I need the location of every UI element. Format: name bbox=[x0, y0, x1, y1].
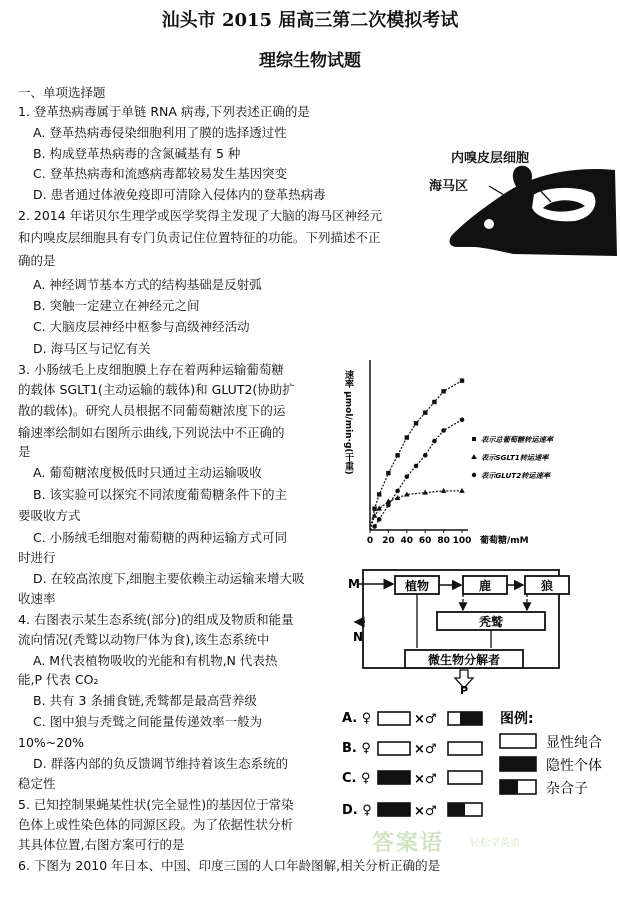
question-4-stem-line: 4. 右图表示某生态系统(部分)的组成及物质和能量 bbox=[18, 612, 294, 627]
legend-recessive-label: 隐性个体 bbox=[546, 758, 602, 774]
question-1-option-b: B. 构成登革热病毒的含氮碱基有 5 种 bbox=[33, 146, 241, 161]
chart-point bbox=[405, 474, 410, 479]
question-4-option-c: C. 图中狼与秃鹫之间能量传递效率一般为 bbox=[33, 714, 263, 729]
legend-swatch-dominant bbox=[500, 734, 536, 748]
chart-point bbox=[460, 378, 464, 382]
cross-row-b-sign: ×♂ bbox=[414, 742, 437, 757]
legend-marker bbox=[472, 473, 476, 477]
question-3-option-d: D. 在较高浓度下,细胞主要依赖主动运输来增大吸 bbox=[33, 571, 305, 586]
eco-output-left-label: N bbox=[353, 630, 364, 644]
question-2-stem-line: 2. 2014 年诺贝尔生理学或医学奖得主发现了大脑的海马区神经元 bbox=[18, 208, 383, 223]
chart-point bbox=[432, 400, 436, 404]
question-3-stem-line: 散的载体)。研究人员根据不同葡萄糖浓度下的运 bbox=[18, 403, 286, 418]
question-4-option-c-cont: 10%~20% bbox=[18, 735, 85, 750]
question-2-stem-line: 和内嗅皮层细胞具有专门负责记住位置特征的功能。下列描述不正 bbox=[18, 230, 381, 245]
question-1-option-c: C. 登革热病毒和流感病毒都较易发生基因突变 bbox=[33, 166, 288, 181]
chart-point bbox=[405, 435, 409, 439]
question-5-stem-line: 色体上或性染色体的同源区段。为了依据性状分析 bbox=[18, 817, 294, 832]
rat-label-cortex: 内嗅皮层细胞 bbox=[451, 151, 530, 166]
question-1-stem: 1. 登革热病毒属于单链 RNA 病毒,下列表述正确的是 bbox=[18, 104, 310, 119]
legend-marker bbox=[471, 454, 477, 459]
rat-brain-figure bbox=[425, 148, 617, 258]
cross-row-a-sign: ×♂ bbox=[414, 712, 437, 727]
question-2-stem-line: 确的是 bbox=[18, 253, 56, 268]
chart-series-line bbox=[370, 491, 462, 530]
chart-point bbox=[432, 439, 437, 444]
legend-hetero-label: 杂合子 bbox=[546, 781, 588, 797]
question-6-stem: 6. 下图为 2010 年日本、中国、印度三国的人口年龄图解,相关分析正确的是 bbox=[18, 858, 441, 873]
question-3-option-c: C. 小肠绒毛细胞对葡萄糖的两种运输方式可同 bbox=[33, 530, 288, 545]
cross-row-b-label: B. ♀ bbox=[342, 741, 371, 756]
chart-point bbox=[372, 524, 377, 529]
chart-x-tick-label: 100 bbox=[452, 536, 472, 546]
chart-y-label: 速率 μmol/min·g(干重) bbox=[343, 370, 353, 475]
cross-row-d-label: D. ♀ bbox=[342, 803, 372, 818]
eco-input-label: M bbox=[348, 577, 360, 591]
chart-point bbox=[372, 506, 376, 510]
legend-label: 表示总葡萄糖转运速率 bbox=[481, 435, 553, 444]
question-2-option-b: B. 突触一定建立在神经元之间 bbox=[33, 298, 200, 313]
question-3-option-c-cont: 时进行 bbox=[18, 550, 56, 565]
question-1-option-d: D. 患者通过体液免疫即可清除入侵体内的登革热病毒 bbox=[33, 187, 326, 202]
page-title: 汕头市 2015 届高三第二次模拟考试 bbox=[161, 10, 459, 31]
eco-node-decomposer: 微生物分解者 bbox=[427, 653, 501, 667]
chart-x-tick-label: 20 bbox=[382, 536, 395, 546]
cross-diagram bbox=[340, 704, 618, 832]
question-4-option-d: D. 群落内部的负反馈调节维持着该生态系统的 bbox=[33, 756, 289, 771]
chart-point bbox=[414, 464, 419, 469]
cross-row-c-sign: ×♂ bbox=[414, 772, 437, 787]
chart-x-tick-label: 40 bbox=[400, 536, 414, 546]
eco-node-deer: 鹿 bbox=[478, 579, 492, 593]
chart-point bbox=[386, 471, 390, 475]
chart-point bbox=[460, 417, 465, 422]
chart-x-tick-label: 0 bbox=[366, 536, 374, 546]
chart-point bbox=[395, 489, 400, 494]
chart-point bbox=[377, 492, 381, 496]
question-3-option-a: A. 葡萄糖浓度极低时只通过主动运输吸收 bbox=[33, 465, 262, 480]
legend-title: 图例: bbox=[500, 711, 534, 727]
question-3-option-b-cont: 要吸收方式 bbox=[18, 508, 81, 523]
legend-swatch-recessive bbox=[500, 757, 536, 771]
chart-x-label: 葡萄糖/mM bbox=[480, 536, 529, 546]
chart-point bbox=[441, 488, 447, 493]
eco-node-vulture: 秃鹫 bbox=[478, 615, 504, 629]
question-2-option-d: D. 海马区与记忆有关 bbox=[33, 341, 151, 356]
chart-point bbox=[414, 421, 418, 425]
rat-label-hippocampus: 海马区 bbox=[429, 179, 469, 194]
ecosystem-diagram bbox=[345, 566, 615, 696]
question-2-option-a: A. 神经调节基本方式的结构基础是反射弧 bbox=[33, 277, 262, 292]
chart-point bbox=[441, 389, 445, 393]
cross-row-d-female bbox=[378, 803, 410, 816]
page-subtitle: 理综生物试题 bbox=[259, 51, 361, 71]
chart-x-tick-label: 80 bbox=[437, 536, 450, 546]
cross-row-a-female bbox=[378, 712, 410, 725]
chart-point bbox=[441, 428, 446, 433]
watermark-subtext: 轻松学英语 bbox=[470, 838, 520, 849]
chart-series-line bbox=[370, 381, 462, 530]
chart-point bbox=[395, 453, 399, 457]
question-3-stem-line: 3. 小肠绒毛上皮细胞膜上存在着两种运输葡萄糖 bbox=[18, 362, 284, 377]
question-1-option-a: A. 登革热病毒侵染细胞利用了膜的选择透过性 bbox=[33, 125, 287, 140]
question-4-option-a-cont: 能,P 代表 CO₂ bbox=[18, 672, 99, 687]
question-4-option-a: A. M代表植物吸收的光能和有机物,N 代表热 bbox=[33, 653, 278, 668]
cross-row-c-female bbox=[378, 771, 410, 784]
cross-row-c-label: C. ♀ bbox=[342, 771, 371, 786]
chart-series-line bbox=[370, 420, 462, 530]
question-3-stem-line: 的载体 SGLT1(主动运输的载体)和 GLUT2(协助扩 bbox=[18, 382, 295, 397]
section-label: 一、单项选择题 bbox=[18, 85, 106, 100]
question-3-stem-line: 是 bbox=[18, 444, 31, 459]
question-4-stem-line: 流向情况(秃鹫以动物尸体为食),该生态系统中 bbox=[18, 632, 270, 647]
legend-marker bbox=[472, 437, 476, 441]
cross-row-a-label: A. ♀ bbox=[342, 711, 372, 726]
question-3-stem-line: 输速率绘制如右图所示曲线,下列说法中不正确的 bbox=[18, 425, 285, 440]
chart-point bbox=[459, 488, 465, 493]
eco-output-bottom-label: P bbox=[459, 684, 469, 696]
watermark-logo: 答案语 bbox=[372, 831, 445, 856]
legend-dominant-label: 显性纯合 bbox=[546, 735, 602, 751]
cross-row-b-female bbox=[378, 742, 410, 755]
legend-label: 表示GLUT2转运速率 bbox=[481, 471, 550, 480]
eco-node-wolf: 狼 bbox=[540, 579, 554, 593]
question-3-option-b: B. 该实验可以探究不同浓度葡萄糖条件下的主 bbox=[33, 487, 288, 502]
question-5-stem-line: 5. 已知控制果蝇某性状(完全显性)的基因位于常染 bbox=[18, 797, 294, 812]
question-5-stem-line: 其具体位置,右图方案可行的是 bbox=[18, 837, 185, 852]
chart-point bbox=[386, 503, 391, 508]
chart-point bbox=[423, 453, 428, 458]
cross-row-b-male bbox=[448, 742, 482, 755]
cross-row-c-male bbox=[448, 771, 482, 784]
question-3-option-d-cont: 收速率 bbox=[18, 591, 56, 606]
question-4-option-b: B. 共有 3 条捕食链,秃鹫都是最高营养级 bbox=[33, 693, 257, 708]
eco-node-plant: 植物 bbox=[404, 579, 430, 593]
chart-point bbox=[423, 410, 427, 414]
legend-label: 表示SGLT1转运速率 bbox=[481, 453, 549, 462]
glucose-transport-chart bbox=[336, 350, 618, 550]
chart-point bbox=[377, 517, 382, 522]
cross-row-d-sign: ×♂ bbox=[414, 804, 437, 819]
chart-x-tick-label: 60 bbox=[418, 536, 432, 546]
question-4-option-d-cont: 稳定性 bbox=[18, 776, 56, 791]
question-2-option-c: C. 大脑皮层神经中枢参与高级神经活动 bbox=[33, 319, 250, 334]
